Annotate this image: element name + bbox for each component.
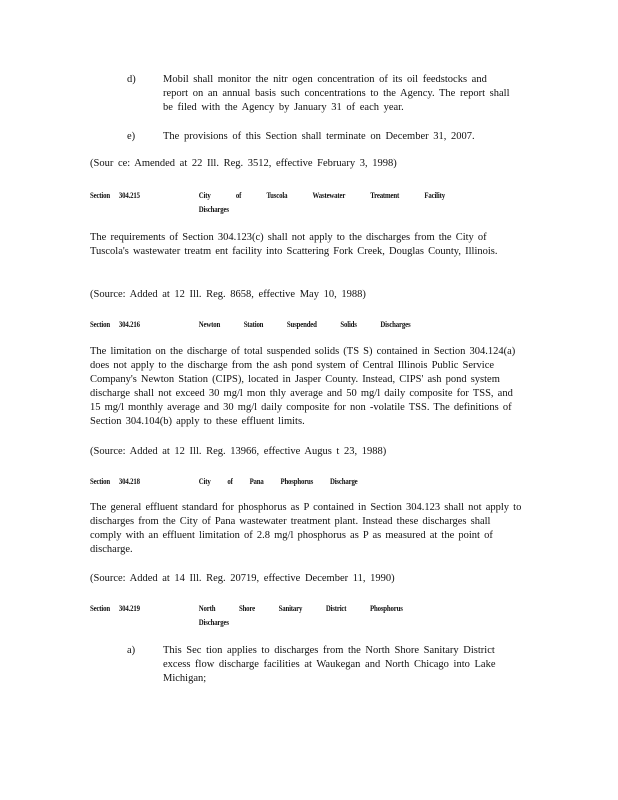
source-note-4: (Source: Added at 14 Ill. Reg. 20719, effective December 11, 1990) [90,573,395,584]
section-number: 304.215 [118,191,140,200]
section-title: City of Pana Phosphorus Discharge [198,477,358,486]
section-number: 304.218 [118,477,140,486]
section-heading-304-219 [90,602,447,632]
paragraph-304-218: The general effluent standard for phosphorus as P contained in Section 304.123 shall not apply to discharges from the City of Pana wastewater treatment plant. Instead these discharges shall comply with an effluent limitation of 2.8 mg/l phosphorus as P as measured at the point of discharge. [90,502,522,555]
source-note-1: (Sour ce: Amended at 22 Ill. Reg. 3512, effective February 3, 1998) [90,158,397,169]
item-e-text: The provisions of this Section shall terminate on December 31, 2007. [163,131,475,142]
section-word: Section [90,604,110,613]
item-d [127,73,517,117]
item-e-label: e) [127,131,136,142]
source-note-3: (Source: Added at 12 Ill. Reg. 13966, effective Augus t 23, 1988) [90,446,387,457]
section-word: Section [90,320,110,329]
section-number: 304.219 [118,604,140,613]
section-word: Section [90,191,110,200]
paragraph-304-215: The requirements of Section 304.123(c) shall not apply to the discharges from the City of Tuscola's wastewater treatm ent facility into Scattering Fork Creek, Douglas County, Illinois. [90,232,498,257]
item-e [127,130,517,146]
section-heading-304-215 [90,189,447,219]
item-a-label: a) [127,645,136,656]
item-a-text: This Sec tion applies to discharges from the North Shore Sanitary District excess flow discharge facilities at Waukegan and North Chicago into Lake Michigan; [163,645,496,684]
section-word: Section [90,477,110,486]
section-title: City of Tuscola Wastewater Treatment Facility Discharges [198,191,445,214]
section-heading-304-216 [90,318,447,334]
section-title: North Shore Sanitary District Phosphorus Discharges [198,604,403,627]
item-d-label: d) [127,74,136,85]
item-a [127,644,522,688]
source-note-2: (Source: Added at 12 Ill. Reg. 8658, effective May 10, 1988) [90,289,366,300]
paragraph-304-216: The limitation on the discharge of total suspended solids (TS S) contained in Section 304.124(a) does not apply to the discharge from the ash pond system of Central Illinois Public Service Company's Newton Station (CIPS), located in Jasper County. Instead, CIPS' ash pond system discharge shall not exceed 30 mg/l mon thly average and 50 mg/l daily composite for TSS, and 15 mg/l monthly average and 30 mg/l daily composite for non -volatile TSS. The definitions of Section 304.104(b) apply to these effluent limits. [90,346,516,427]
section-heading-304-218 [90,475,447,491]
section-number: 304.216 [118,320,140,329]
item-d-text: Mobil shall monitor the nitr ogen concentration of its oil feedstocks and report on an annual basis such concentrations to the Agency. The report shall be filed with the Agency by January 31 of each year. [163,74,510,113]
section-title: Newton Station Suspended Solids Discharges [198,320,411,329]
